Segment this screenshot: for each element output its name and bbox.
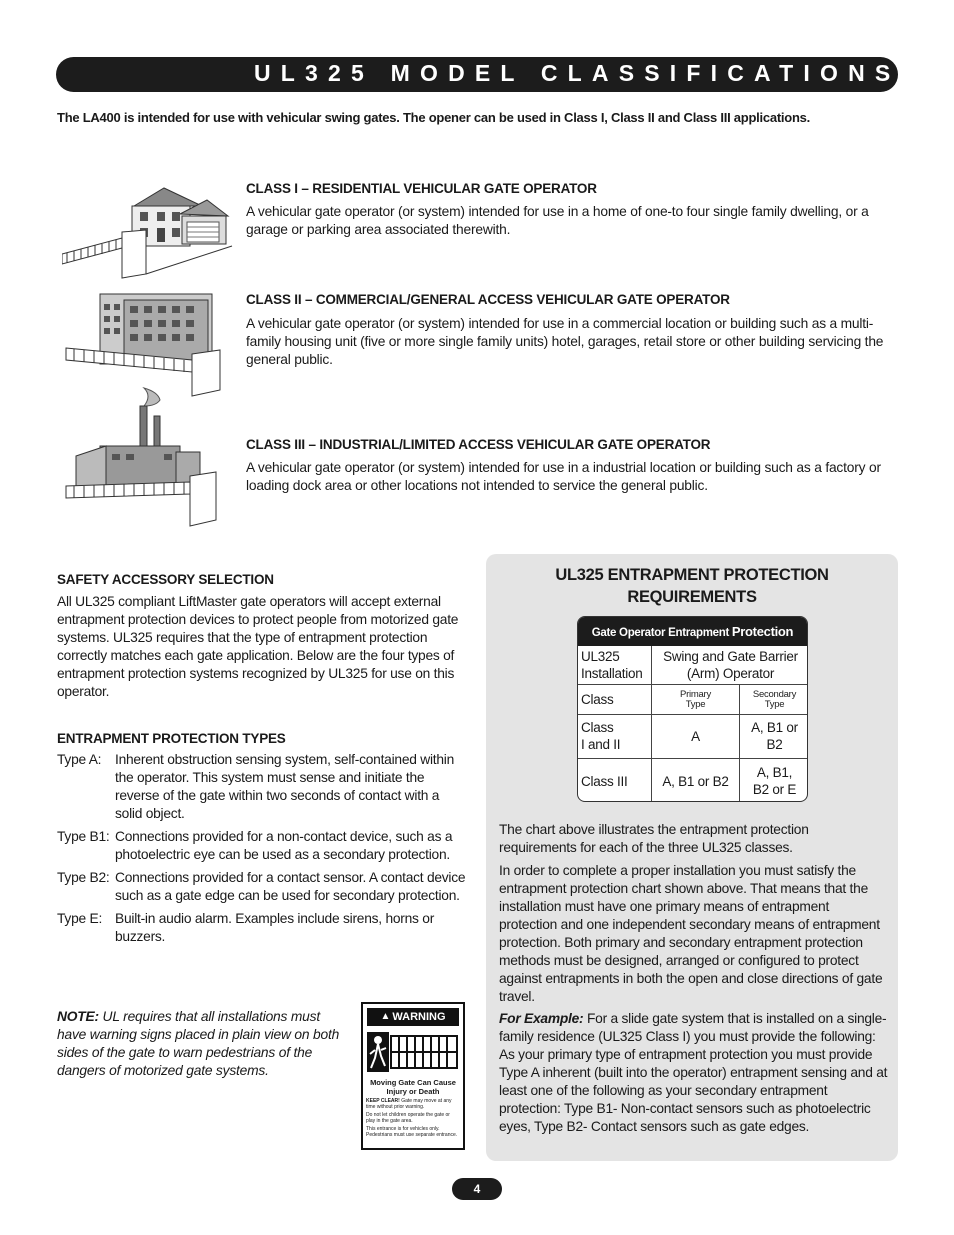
warning-line-2: Do not let children operate the gate or play in the gate area.	[366, 1112, 450, 1124]
type-label: Type A:	[57, 752, 102, 767]
safety-section	[57, 572, 469, 701]
example-label: For Example:	[499, 1011, 584, 1026]
panel-title-line-2: REQUIREMENTS	[627, 588, 757, 606]
gate-hazard-icon	[365, 1030, 461, 1074]
intro-text: The LA400 is intended for use with vehicular swing gates. The opener can be used in Class I, Class II and Class III applications.	[57, 110, 811, 125]
table-cell: Class	[581, 692, 614, 707]
cell-line: A, B1 or	[751, 720, 798, 735]
warning-banner	[367, 1008, 459, 1026]
table-cell	[740, 764, 808, 798]
panel-title	[486, 564, 898, 608]
table-divider	[578, 684, 808, 685]
table-divider	[578, 714, 808, 715]
table-cell: A, B1 or B2	[662, 774, 729, 789]
panel-paragraph-1: The chart above illustrates the entrapment protection requirements for each of the three UL325 classes.	[499, 822, 809, 855]
cell-line: UL325	[581, 649, 620, 664]
class-iii-body: A vehicular gate operator (or system) intended for use in a industrial location or building such as a factory or loading dock area or other locations not intended to service the general public.	[246, 460, 881, 493]
cell-line: Type	[764, 699, 785, 710]
warning-triangle-icon: ▲	[380, 1011, 391, 1022]
type-label: Type B1:	[57, 829, 110, 844]
cell-line: Type	[685, 699, 706, 710]
table-divider	[578, 758, 808, 759]
table-header-text: Gate Operator Entrapment	[591, 627, 732, 639]
cell-line: Installation	[581, 666, 643, 681]
panel-paragraph-2: In order to complete a proper installation you must satisfy the entrapment protection chart shown above. That means that the installation must have one primary means of entrapment protection and one independent secondary means of entrapment protection. Both primary and secondary entrapment protection methods must be designed, arranged or configured to protect against entrapments in both the open and close directions of gate travel.	[499, 863, 883, 1004]
table-cell	[652, 648, 808, 682]
type-label: Type E:	[57, 911, 103, 926]
class-ii-body: A vehicular gate operator (or system) intended for use in a commercial location or building such as a multi-family housing unit (five or more single family units) hotel, garages, retail store or other building servicing the general public.	[246, 316, 884, 367]
type-e-row	[57, 910, 469, 946]
types-section	[57, 731, 469, 951]
warning-keep-clear: KEEP CLEAR!	[366, 1098, 400, 1104]
panel-example-paragraph	[499, 1010, 889, 1136]
types-title: ENTRAPMENT PROTECTION TYPES	[57, 731, 286, 746]
cell-line: B2	[766, 737, 783, 752]
page-title: UL325 MODEL CLASSIFICATIONS	[254, 60, 901, 86]
safety-body: All UL325 compliant LiftMaster gate operators will accept external entrapment protection devices to protect people from motorized gate systems. UL325 requires that the type of entrapment protection correctly matches each gate application. Below are the four types of entrapment protection systems recognized by UL325 for use on this operator.	[57, 594, 459, 699]
cell-line: I and II	[581, 737, 621, 752]
cell-line: Swing and Gate Barrier	[663, 649, 798, 664]
type-text: Inherent obstruction sensing system, self-contained within the operator. This system must sense and initiate the reverse of the gate within two seconds of contact with a solid object.	[115, 752, 455, 821]
table-cell	[652, 690, 739, 710]
cell-line: Primary	[680, 689, 711, 700]
cell-line: (Arm) Operator	[686, 666, 775, 681]
warning-line-1: Gate may move at any time without prior warning.	[366, 1098, 452, 1110]
safety-title: SAFETY ACCESSORY SELECTION	[57, 572, 274, 587]
factory-illustration	[64, 386, 222, 532]
cell-line: B2 or E	[752, 782, 797, 797]
type-text: Connections provided for a non-contact device, such as a photoelectric eye can be used as a secondary protection.	[115, 829, 453, 862]
type-text: Connections provided for a contact sensor. A contact device such as a gate edge can be used for secondary protection.	[115, 870, 466, 903]
note-text: UL requires that all installations must have warning signs placed in plain view on both sides of the gate to warn pedestrians of the dangers of motorized gate systems.	[57, 1009, 340, 1078]
warning-heading: WARNING	[392, 1011, 446, 1023]
page-number: 4	[452, 1178, 502, 1200]
type-text: Built-in audio alarm. Examples include sirens, horns or buzzers.	[115, 911, 435, 944]
table-cell	[740, 690, 808, 710]
entrapment-requirements-panel	[486, 554, 898, 1161]
office-building-illustration	[64, 290, 226, 400]
class-iii-title: CLASS III – INDUSTRIAL/LIMITED ACCESS VEHICULAR GATE OPERATOR	[246, 437, 711, 452]
class-ii-title: CLASS II – COMMERCIAL/GENERAL ACCESS VEHICULAR GATE OPERATOR	[246, 292, 730, 307]
table-cell	[581, 648, 643, 682]
table-cell: A	[691, 729, 700, 744]
warning-line-3: This entrance is for vehicles only. Pedestrians must use separate entrance.	[366, 1126, 458, 1138]
class-i-title: CLASS I – RESIDENTIAL VEHICULAR GATE OPERATOR	[246, 181, 597, 196]
class-i-body: A vehicular gate operator (or system) intended for use in a home of one-to four single family dwelling, or a garage or parking area associated therewith.	[246, 204, 869, 237]
house-illustration	[62, 184, 234, 284]
protection-table	[577, 616, 808, 802]
page-title-bar	[56, 57, 901, 92]
panel-title-line-1: UL325 ENTRAPMENT PROTECTION	[555, 566, 829, 584]
note-paragraph	[57, 1008, 349, 1080]
note-label: NOTE:	[57, 1009, 99, 1024]
cell-line: Class	[581, 720, 614, 735]
table-cell: Class III	[581, 774, 628, 789]
type-a-row	[57, 751, 469, 823]
warning-sign	[361, 1002, 465, 1150]
table-header	[578, 617, 807, 646]
type-b1-row	[57, 828, 469, 864]
type-b2-row	[57, 869, 469, 905]
table-header-protection: Protection	[731, 624, 794, 639]
example-text: For a slide gate system that is installed on a single-family residence (UL325 Class I) you must provide the following: As your primary type of entrapment protection you must provide Type A inherent (built into the operator) entrapment sensing and at least one of the following as your secondary entrapment protection: Type B1- Non-contact sensors such as photoelectric eyes, Type B2- Contact sensors such as gate edges.	[499, 1011, 888, 1134]
table-cell	[740, 719, 808, 753]
cell-line: A, B1,	[756, 765, 793, 780]
warning-fine-print	[363, 1096, 463, 1138]
type-label: Type B2:	[57, 870, 110, 885]
table-cell	[581, 719, 620, 753]
warning-caption: Moving Gate Can Cause Injury or Death	[370, 1078, 456, 1096]
cell-line: Secondary	[752, 689, 797, 700]
